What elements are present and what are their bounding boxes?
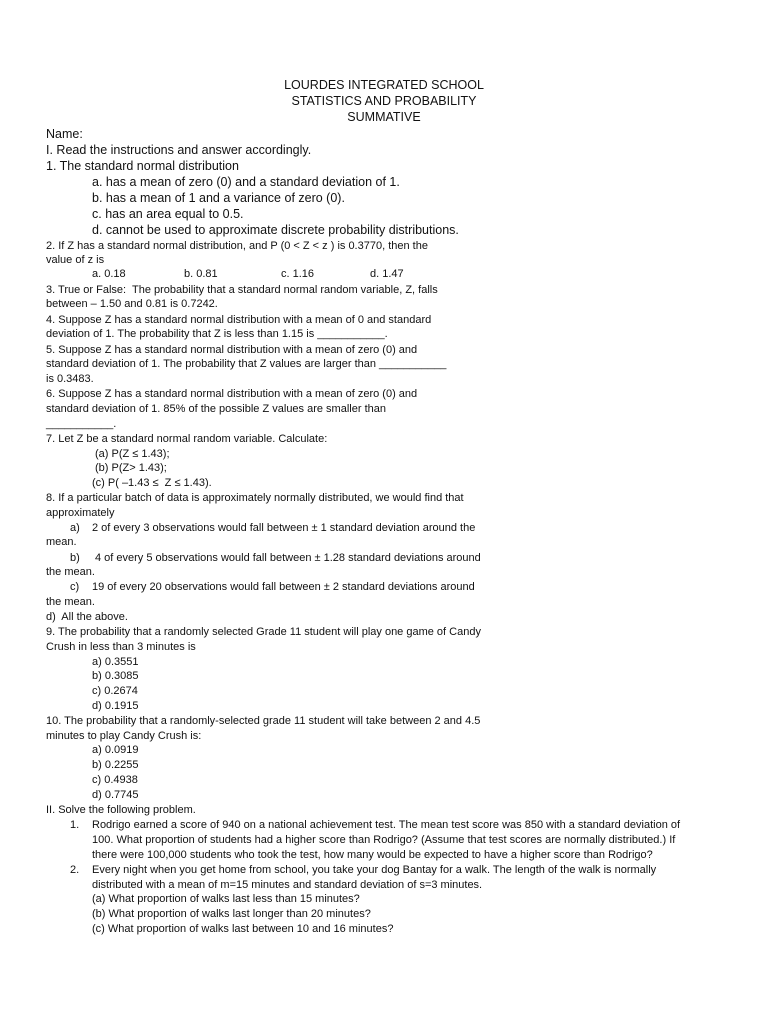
q2-stem-line: value of z is bbox=[46, 254, 105, 266]
q3-line: between – 1.50 and 0.81 is 0.7242. bbox=[46, 298, 218, 310]
q9-stem-line: 9. The probability that a randomly selected Grade 11 student will play one game of Candy bbox=[46, 626, 481, 638]
q1-option-d: d. cannot be used to approximate discrete probability distributions. bbox=[92, 223, 459, 237]
part1-instructions: I. Read the instructions and answer accordingly. bbox=[46, 143, 312, 157]
q9-option-d: d) 0.1915 bbox=[92, 700, 139, 712]
q6-line: 6. Suppose Z has a standard normal distribution with a mean of zero (0) and bbox=[46, 388, 418, 400]
q8-option-a: 2 of every 3 observations would fall between ± 1 standard deviation around the bbox=[92, 522, 476, 534]
problem2-part-b: (b) What proportion of walks last longer than 20 minutes? bbox=[92, 908, 371, 920]
exam-title: SUMMATIVE bbox=[347, 110, 421, 124]
q10-stem-line: minutes to play Candy Crush is: bbox=[46, 730, 202, 742]
q2-choices bbox=[92, 268, 404, 280]
problem1-number: 1. bbox=[70, 819, 80, 831]
problem1-line: there were 100,000 students who took the test, how many would be expected to have a higher score than Rodrigo? bbox=[92, 849, 653, 861]
q1-option-c: c. has an area equal to 0.5. bbox=[92, 207, 244, 221]
q4-line: 4. Suppose Z has a standard normal distribution with a mean of 0 and standard bbox=[46, 314, 432, 326]
q10-option-b: b) 0.2255 bbox=[92, 759, 139, 771]
q2-choice-b: b. 0.81 bbox=[184, 268, 218, 280]
q7-part-b: (b) P(Z> 1.43); bbox=[95, 462, 167, 474]
q6-line: standard deviation of 1. 85% of the possible Z values are smaller than bbox=[46, 403, 386, 415]
q10-option-a: a) 0.0919 bbox=[92, 744, 139, 756]
q3-line: 3. True or False: The probability that a standard normal random variable, Z, falls bbox=[46, 284, 438, 296]
q1-stem: 1. The standard normal distribution bbox=[46, 159, 239, 173]
q2-choice-a: a. 0.18 bbox=[92, 268, 126, 280]
q5-line: is 0.3483. bbox=[46, 373, 94, 385]
q10-option-c: c) 0.4938 bbox=[92, 774, 138, 786]
problem2-number: 2. bbox=[70, 864, 80, 876]
q9-stem-line: Crush in less than 3 minutes is bbox=[46, 641, 196, 653]
q7-stem: 7. Let Z be a standard normal random variable. Calculate: bbox=[46, 433, 328, 445]
q1-option-b: b. has a mean of 1 and a variance of zero (0). bbox=[92, 191, 345, 205]
q8-option-b: 4 of every 5 observations would fall between ± 1.28 standard deviations around bbox=[95, 552, 481, 564]
q8-option-a-label: a) bbox=[70, 522, 80, 534]
problem1-line: 100. What proportion of students had a higher score than Rodrigo? (Assume that test scores are normally distributed.) If bbox=[92, 834, 676, 846]
q8-stem-line: 8. If a particular batch of data is approximately normally distributed, we would find that bbox=[46, 492, 464, 504]
q8-option-a-cont: mean. bbox=[46, 536, 77, 548]
q2-choice-c: c. 1.16 bbox=[281, 268, 315, 280]
problem2-line: distributed with a mean of m=15 minutes and standard deviation of s=3 minutes. bbox=[92, 879, 483, 891]
q8-option-b-cont: the mean. bbox=[46, 566, 95, 578]
q6-line: ___________. bbox=[46, 418, 117, 430]
q7-part-c: (c) P( –1.43 ≤ Z ≤ 1.43). bbox=[92, 477, 212, 489]
problem2-part-a: (a) What proportion of walks last less than 15 minutes? bbox=[92, 893, 360, 905]
q10-stem-line: 10. The probability that a randomly-selected grade 11 student will take between 2 and 4.5 bbox=[46, 715, 481, 727]
school-name: LOURDES INTEGRATED SCHOOL bbox=[284, 78, 484, 92]
q8-option-c: 19 of every 20 observations would fall between ± 2 standard deviations around bbox=[92, 581, 475, 593]
q4-line: deviation of 1. The probability that Z is less than 1.15 is ___________. bbox=[46, 328, 388, 340]
q7-part-a: (a) P(Z ≤ 1.43); bbox=[95, 448, 170, 460]
problem1-line: Rodrigo earned a score of 940 on a national achievement test. The mean test score was 850 with a standard deviation of bbox=[92, 819, 681, 831]
q9-option-a: a) 0.3551 bbox=[92, 656, 139, 668]
q8-option-d: d) All the above. bbox=[46, 611, 128, 623]
q1-option-a: a. has a mean of zero (0) and a standard deviation of 1. bbox=[92, 175, 400, 189]
q9-option-c: c) 0.2674 bbox=[92, 685, 138, 697]
problem2-line: Every night when you get home from school, you take your dog Bantay for a walk. The length of the walk is normally bbox=[92, 864, 657, 876]
q8-stem-line: approximately bbox=[46, 507, 115, 519]
q9-option-b: b) 0.3085 bbox=[92, 670, 139, 682]
problem2-part-c: (c) What proportion of walks last between 10 and 16 minutes? bbox=[92, 923, 394, 935]
q8-option-b-label: b) bbox=[70, 552, 80, 564]
q10-option-d: d) 0.7745 bbox=[92, 789, 139, 801]
name-label: Name: bbox=[46, 127, 83, 141]
q8-option-c-cont: the mean. bbox=[46, 596, 95, 608]
subject-title: STATISTICS AND PROBABILITY bbox=[291, 94, 477, 108]
q2-choice-d: d. 1.47 bbox=[370, 268, 404, 280]
q5-line: 5. Suppose Z has a standard normal distribution with a mean of zero (0) and bbox=[46, 344, 418, 356]
q8-option-c-label: c) bbox=[70, 581, 80, 593]
q2-stem-line: 2. If Z has a standard normal distribution, and P (0 < Z < z ) is 0.3770, then the bbox=[46, 240, 428, 252]
part2-heading: II. Solve the following problem. bbox=[46, 804, 196, 816]
q5-line: standard deviation of 1. The probability that Z values are larger than ___________ bbox=[46, 358, 447, 370]
